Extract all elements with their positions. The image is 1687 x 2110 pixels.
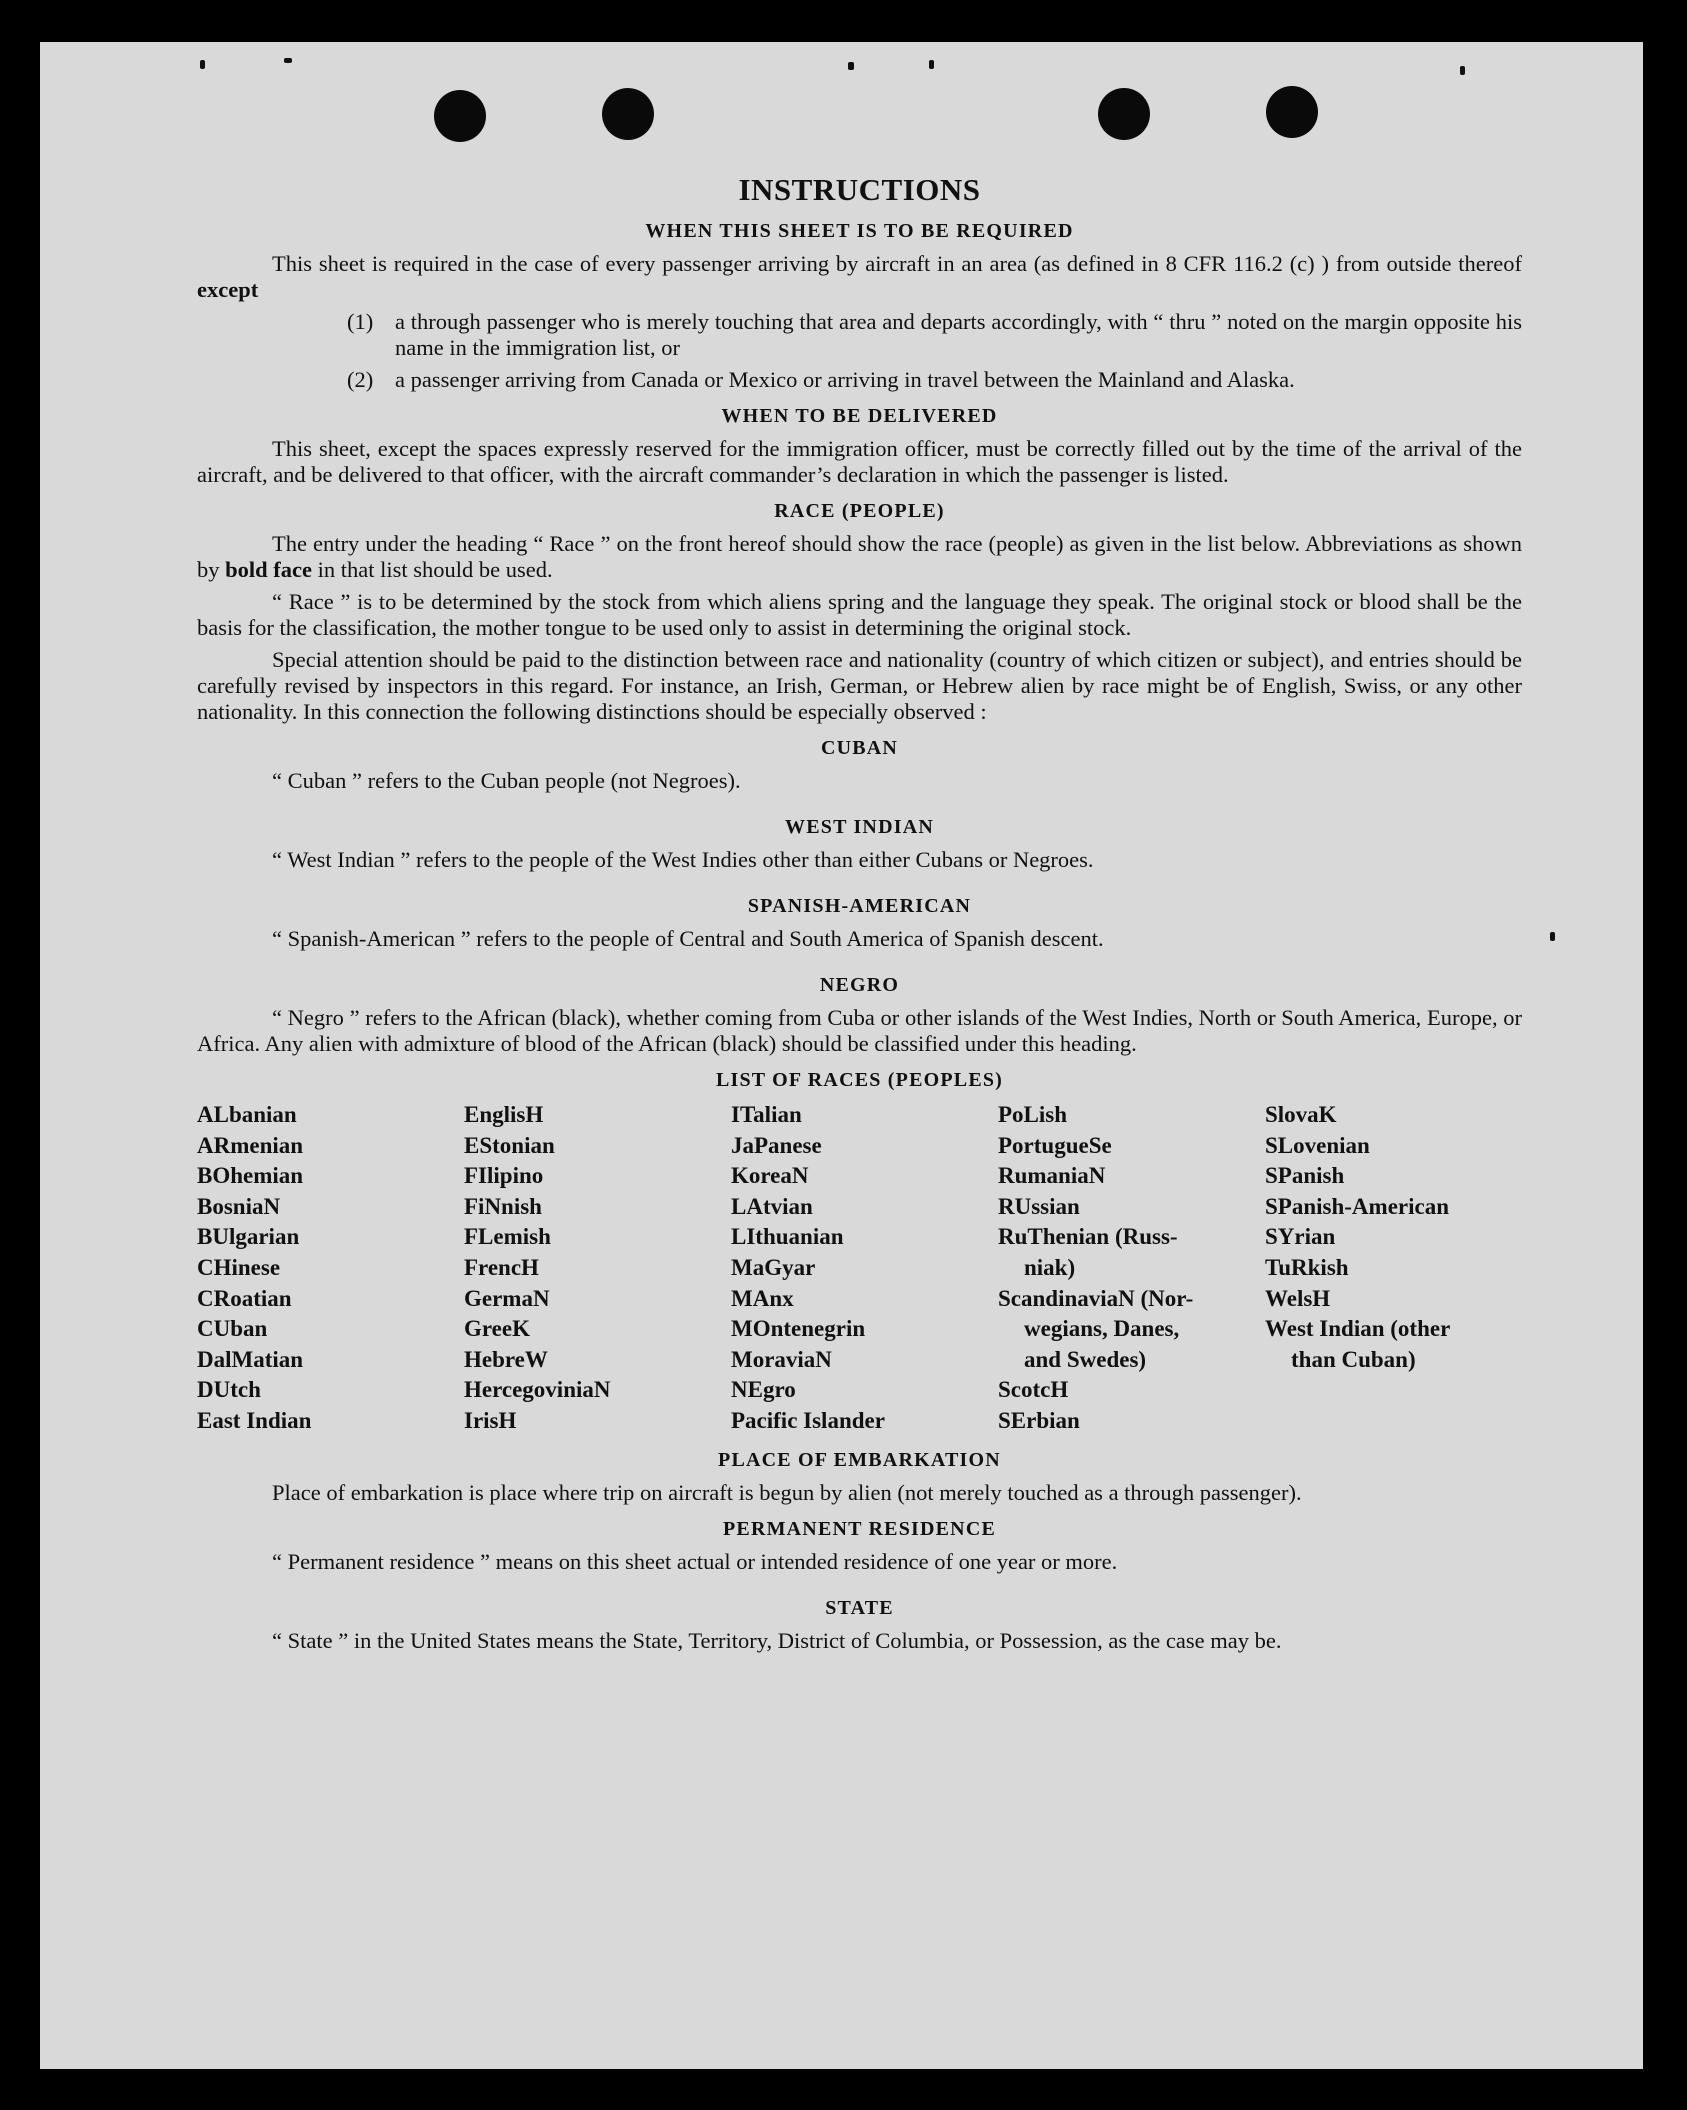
race-item: East Indian [197,1407,312,1433]
scan-speck [929,60,934,69]
scan-speck [284,58,292,63]
races-column-1 [197,1100,464,1437]
race-item: SlovaK [1265,1102,1337,1127]
race-item: MOntenegrin [731,1316,866,1342]
scan-speck [848,62,854,70]
west-indian-text: “ West Indian ” refers to the people of the West Indies other than either Cubans or Negroes. [272,847,1094,872]
race-item: FIlipino [464,1163,544,1189]
cuban-text: “ Cuban ” refers to the Cuban people (not Negroes). [272,768,741,793]
race-paragraph-1: The entry under the heading “ Race ” on the front hereof should show the race (people) as given in the list below. Abbreviations as shown by bold face in that list should be used. [197,531,1522,582]
race-item: PoLish [998,1102,1068,1127]
scan-speck [1550,932,1555,941]
race-item: DalMatian [197,1346,304,1372]
races-list [197,1100,1522,1437]
except-bold: except [197,277,259,302]
race-item: ITalian [731,1102,802,1127]
embarkation-text: Place of embarkation is place where trip on aircraft is begun by alien (not merely touched as a through passenger). [272,1479,1302,1505]
delivered-text: This sheet, except the spaces expressly reserved for the immigration officer, must be correctly filled out by the time of the arrival of the aircraft, and be delivered to that officer, with the aircraft commander’s declaration in which the passenger is listed. [197,436,1522,487]
section-heading-state: STATE [825,1596,894,1619]
race-item-continuation: niak) [1024,1254,1076,1280]
race-item: PortugueSe [998,1132,1112,1158]
race-item: ScandinaviaN (Nor- [998,1285,1194,1311]
race-item: SPanish-American [1265,1193,1449,1219]
race-item-continuation: and Swedes) [1024,1346,1147,1372]
state-text: “ State ” in the United States means the State, Territory, District of Columbia, or Possession, as the case may be. [272,1627,1282,1653]
races-column-2 [464,1100,731,1437]
race-item: RuThenian (Russ- [998,1224,1178,1250]
section-heading-required: WHEN THIS SHEET IS TO BE REQUIRED [645,220,1074,242]
race-item: RUssian [998,1193,1080,1219]
race-paragraph-3: Special attention should be paid to the distinction between race and nationality (country of which citizen or subject), and entries should be carefully revised by inspectors in this regard. For instance, an Irish, German, or Hebrew alien by race might be of English, Swiss, or any other nationality. In this connection the following distinctions should be especially observed : [197,647,1522,724]
race-item: MaGyar [731,1254,816,1280]
race-item: BosniaN [197,1193,281,1219]
race-item: BOhemian [197,1163,304,1189]
document-sheet [40,42,1643,2069]
races-column-3 [731,1100,998,1437]
section-heading-spanish-american: SPANISH-AMERICAN [747,895,972,917]
section-heading-west-indian: WEST INDIAN [785,816,934,838]
race-item: FiNnish [464,1193,542,1219]
section-heading-race: RACE (PEOPLE) [774,500,945,522]
page-title: INSTRUCTIONS [738,172,981,207]
section-heading-embarkation: PLACE OF EMBARKATION [718,1448,1001,1471]
race-item: LIthuanian [731,1224,844,1250]
race-item: KoreaN [731,1163,809,1189]
punch-hole [1266,86,1318,138]
race-item: CHinese [197,1254,281,1280]
scan-speck [200,60,205,69]
race-item: BUlgarian [197,1224,300,1250]
race-item: ALbanian [197,1102,297,1127]
race-item: SLovenian [1265,1132,1370,1158]
race-item: DUtch [197,1377,261,1403]
race-item: EnglisH [464,1102,544,1127]
residence-text: “ Permanent residence ” means on this sheet actual or intended residence of one year or more. [272,1548,1118,1574]
race-item: WelsH [1265,1285,1331,1311]
negro-text: “ Negro ” refers to the African (black), whether coming from Cuba or other islands of the West Indies, North or South America, Europe, or Africa. Any alien with admixture of blood of the African (black) should be classified under this heading. [197,1005,1522,1056]
race-item: SErbian [998,1407,1080,1433]
race-item: GermaN [464,1285,550,1311]
exception-item: (2) a passenger arriving from Canada or Mexico or arriving in travel between the Mainland and Alaska. [347,367,1295,392]
section-heading-delivered: WHEN TO BE DELIVERED [721,405,998,427]
race-item: Pacific Islander [731,1407,885,1433]
races-column-4 [998,1100,1265,1437]
race-item-continuation: than Cuban) [1291,1346,1416,1372]
section-heading-races-list: LIST OF RACES (PEOPLES) [715,1069,1004,1091]
spanish-american-text: “ Spanish-American ” refers to the people of Central and South America of Spanish descent. [272,926,1104,951]
race-item: West Indian (other [1265,1316,1451,1342]
race-item: SYrian [1265,1224,1336,1250]
race-item: ARmenian [197,1132,304,1158]
scan-speck [1460,66,1465,75]
race-item: ScotcH [998,1377,1069,1403]
race-item: SPanish [1265,1163,1345,1189]
section-heading-negro: NEGRO [819,974,900,996]
race-item: RumaniaN [998,1163,1106,1189]
race-item: TuRkish [1265,1254,1349,1280]
race-item: FrencH [464,1254,539,1280]
punch-hole [602,88,654,140]
race-item: JaPanese [731,1132,822,1158]
race-item: MAnx [731,1285,794,1311]
exception-item: (1) a through passenger who is merely touching that area and departs accordingly, with “ thru ” noted on the margin opposite his name in the immigration list, or [347,309,1522,360]
race-item: CUban [197,1316,268,1342]
race-item: GreeK [464,1316,530,1342]
race-item: EStonian [464,1132,555,1158]
punch-hole [434,90,486,142]
section-heading-residence: PERMANENT RESIDENCE [722,1517,997,1540]
race-item: NEgro [731,1377,796,1403]
punch-hole [1098,88,1150,140]
race-paragraph-2: “ Race ” is to be determined by the stock from which aliens spring and the language they speak. The original stock or blood shall be the basis for the classification, the mother tongue to be used only to assist in determining the original stock. [197,589,1522,640]
instructions-content [197,172,1522,1654]
race-item: FLemish [464,1224,551,1250]
race-item: HebreW [464,1346,548,1372]
race-item: MoraviaN [731,1346,832,1372]
races-column-5 [1265,1100,1495,1437]
race-item: CRoatian [197,1285,292,1311]
race-item: LAtvian [731,1193,813,1219]
section-heading-cuban: CUBAN [820,737,899,759]
race-item: HercegoviniaN [464,1377,611,1403]
race-item: IrisH [464,1407,517,1433]
required-intro: This sheet is required in the case of every passenger arriving by aircraft in an area (as defined in 8 CFR 116.2 (c) ) from outside thereof except [197,251,1522,302]
race-item-continuation: wegians, Danes, [1024,1316,1180,1342]
